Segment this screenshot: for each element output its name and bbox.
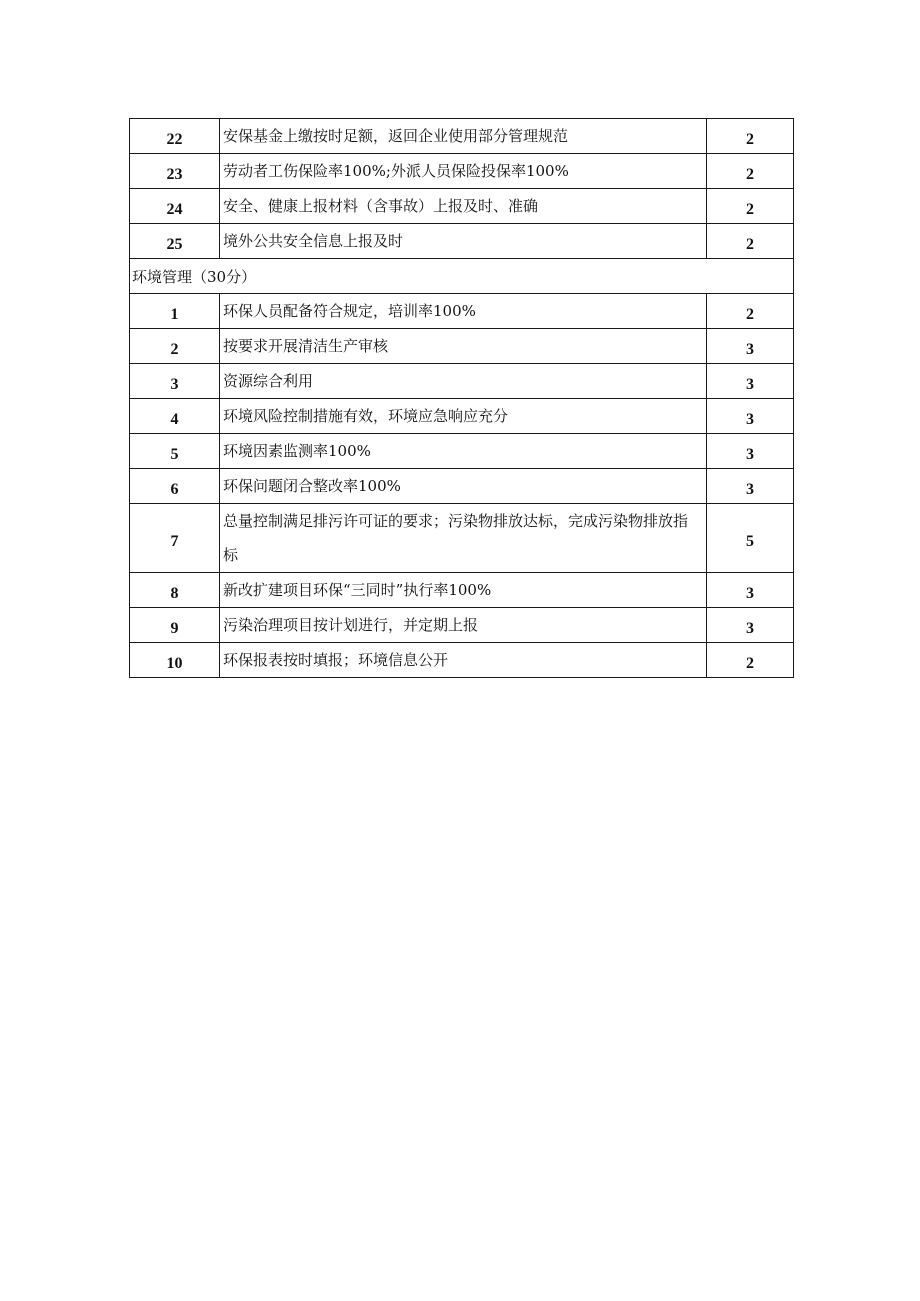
item-number: 24 [130,189,220,224]
item-description: 境外公共安全信息上报及时 [220,224,707,259]
item-description: 环保人员配备符合规定，培训率100% [220,294,707,329]
item-number: 25 [130,224,220,259]
table-row [130,573,794,608]
table-row [130,469,794,504]
section-title-environment: 环境管理（30分） [130,259,794,294]
item-score: 2 [707,154,794,189]
table-row [130,434,794,469]
section-header-row [130,259,794,294]
item-number: 9 [130,608,220,643]
table-row [130,224,794,259]
item-score: 5 [707,504,794,573]
table-row [130,189,794,224]
item-score: 2 [707,119,794,154]
item-score: 3 [707,573,794,608]
item-number: 8 [130,573,220,608]
item-description: 按要求开展清洁生产审核 [220,329,707,364]
item-number: 23 [130,154,220,189]
item-score: 2 [707,643,794,678]
item-score: 3 [707,329,794,364]
item-description: 污染治理项目按计划进行，并定期上报 [220,608,707,643]
item-description: 新改扩建项目环保“三同时”执行率100% [220,573,707,608]
item-score: 3 [707,399,794,434]
table-row [130,294,794,329]
assessment-table-page [129,118,793,678]
item-description: 环保报表按时填报；环境信息公开 [220,643,707,678]
item-description: 安全、健康上报材料（含事故）上报及时、准确 [220,189,707,224]
table-row [130,329,794,364]
item-number: 1 [130,294,220,329]
item-description: 安保基金上缴按时足额，返回企业使用部分管理规范 [220,119,707,154]
item-score: 2 [707,224,794,259]
table-row [130,154,794,189]
item-description: 资源综合利用 [220,364,707,399]
item-number: 10 [130,643,220,678]
item-number: 6 [130,469,220,504]
item-score: 3 [707,434,794,469]
item-number: 5 [130,434,220,469]
table-row [130,643,794,678]
item-number: 4 [130,399,220,434]
table-row [130,399,794,434]
table-row [130,364,794,399]
table-row [130,608,794,643]
table-row [130,504,794,573]
item-description: 总量控制满足排污许可证的要求；污染物排放达标，完成污染物排放指标 [220,504,707,573]
item-number: 22 [130,119,220,154]
item-description: 环保问题闭合整改率100% [220,469,707,504]
item-description: 环境因素监测率100% [220,434,707,469]
item-number: 3 [130,364,220,399]
item-score: 2 [707,189,794,224]
item-description: 劳动者工伤保险率100%;外派人员保险投保率100% [220,154,707,189]
item-score: 3 [707,608,794,643]
item-number: 2 [130,329,220,364]
item-number: 7 [130,504,220,573]
table-row [130,119,794,154]
item-score: 2 [707,294,794,329]
item-description: 环境风险控制措施有效，环境应急响应充分 [220,399,707,434]
item-score: 3 [707,364,794,399]
assessment-table [129,118,794,678]
item-score: 3 [707,469,794,504]
